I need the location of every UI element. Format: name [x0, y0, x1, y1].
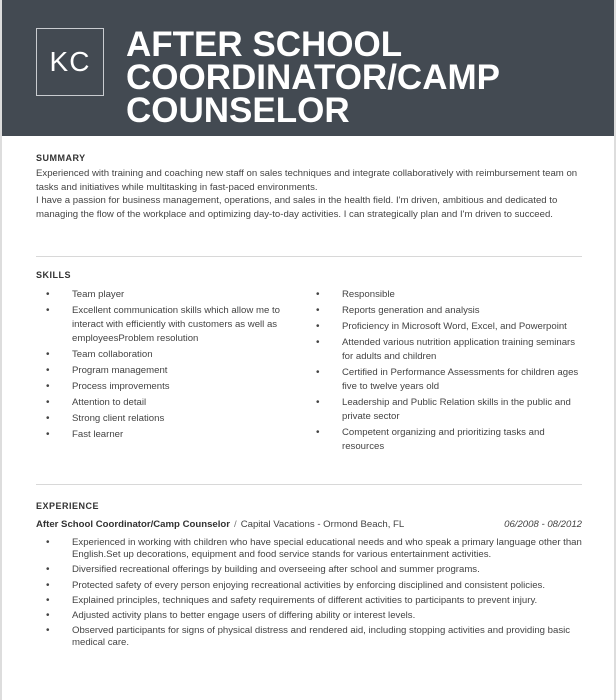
summary-paragraph: I have a passion for business management, operations, and sales in the health field. I'm driven, ambitious and dedicated to managing the flow of the workplace and optimizing day-to-day activities. I can strategically plan and I'm driven to succeed. — [36, 195, 558, 220]
skill-item: • Certified in Performance Assessments for children ages five to twelve years old — [316, 367, 579, 392]
job-bullet: • Protected safety of every person enjoying recreational activities by enforcing disciplined and consistent policies. — [46, 579, 546, 591]
job-separator: / — [234, 519, 237, 530]
bullet-icon: • — [316, 321, 320, 332]
bullet-icon: • — [316, 367, 320, 378]
job-dates: 06/2008 - 08/2012 — [504, 519, 582, 530]
skill-item: • Responsible — [316, 289, 395, 300]
bullet-icon: • — [46, 381, 50, 392]
skill-item: • Fast learner — [46, 429, 124, 440]
skill-item: • Process improvements — [46, 381, 170, 392]
bullet-icon: • — [46, 365, 50, 376]
job-bullet: • Diversified recreational offerings by building and overseeing after school and summer programs. — [46, 564, 480, 576]
skill-item: • Program management — [46, 365, 168, 376]
job-bullet: • Experienced in working with children who have special educational needs and who speak a primary language other than English.Set up decorations, equipment and food service stands for various entertainment activities. — [46, 537, 582, 561]
section-divider — [36, 484, 582, 485]
resume-header — [2, 0, 614, 136]
resume-title: AFTER SCHOOL COORDINATOR/CAMP COUNSELOR — [126, 25, 500, 130]
skill-item: • Excellent communication skills which allow me to interact with efficiently with customers as well as employeesProblem resolution — [46, 305, 280, 344]
bullet-icon: • — [46, 429, 50, 440]
bullet-icon: • — [46, 305, 50, 316]
bullet-icon: • — [46, 349, 50, 360]
skill-item: • Team collaboration — [46, 349, 153, 360]
skill-item: • Reports generation and analysis — [316, 305, 480, 316]
job-bullet: • Adjusted activity plans to better engage users of differing ability or interest levels. — [46, 610, 416, 622]
bullet-icon: • — [46, 564, 50, 576]
job-bullet: • Observed participants for signs of physical distress and rendered aid, including stopping activities and providing basic medical care. — [46, 625, 571, 649]
bullet-icon: • — [46, 413, 50, 424]
bullet-icon: • — [316, 337, 320, 348]
skill-item: • Team player — [46, 289, 125, 300]
skills-list-left — [36, 288, 286, 444]
skill-item: • Attention to detail — [46, 397, 147, 408]
bullet-icon: • — [316, 427, 320, 438]
skill-item: • Competent organizing and prioritizing tasks and resources — [316, 427, 545, 452]
bullet-icon: • — [46, 579, 50, 591]
job-title: After School Coordinator/Camp Counselor — [36, 519, 231, 530]
job-bullets — [36, 537, 582, 650]
bullet-icon: • — [46, 397, 50, 408]
summary-section — [36, 153, 582, 221]
summary-paragraph: Experienced with training and coaching new staff on sales techniques and integrate collaboratively with reimbursement team on tasks and initiatives while multitasking in fast-paced environments. — [36, 168, 578, 193]
skill-item: • Leadership and Public Relation skills in the public and private sector — [316, 397, 571, 422]
bullet-icon: • — [316, 289, 320, 300]
bullet-icon: • — [46, 625, 50, 637]
bullet-icon: • — [316, 397, 320, 408]
job-header — [36, 519, 582, 533]
skills-heading: SKILLS — [36, 270, 72, 280]
job-bullet: • Explained principles, techniques and safety requirements of different activities to participants to prevent injury. — [46, 594, 538, 606]
skill-item: • Proficiency in Microsoft Word, Excel, and Powerpoint — [316, 321, 567, 332]
bullet-icon: • — [46, 537, 50, 548]
skill-item: • Strong client relations — [46, 413, 165, 424]
bullet-icon: • — [316, 305, 320, 316]
job-employer: Capital Vacations - Ormond Beach, FL — [240, 519, 405, 530]
skill-item: • Attended various nutrition application training seminars for adults and children — [316, 337, 576, 362]
experience-heading: EXPERIENCE — [36, 501, 100, 511]
bullet-icon: • — [46, 289, 50, 300]
experience-section — [36, 501, 582, 653]
bullet-icon: • — [46, 594, 50, 606]
summary-heading: SUMMARY — [36, 153, 86, 163]
initials-monogram: KC — [36, 28, 104, 96]
bullet-icon: • — [46, 610, 50, 622]
skills-section — [36, 270, 582, 470]
skills-list-right — [306, 288, 582, 456]
summary-text — [36, 167, 582, 221]
section-divider — [36, 256, 582, 257]
